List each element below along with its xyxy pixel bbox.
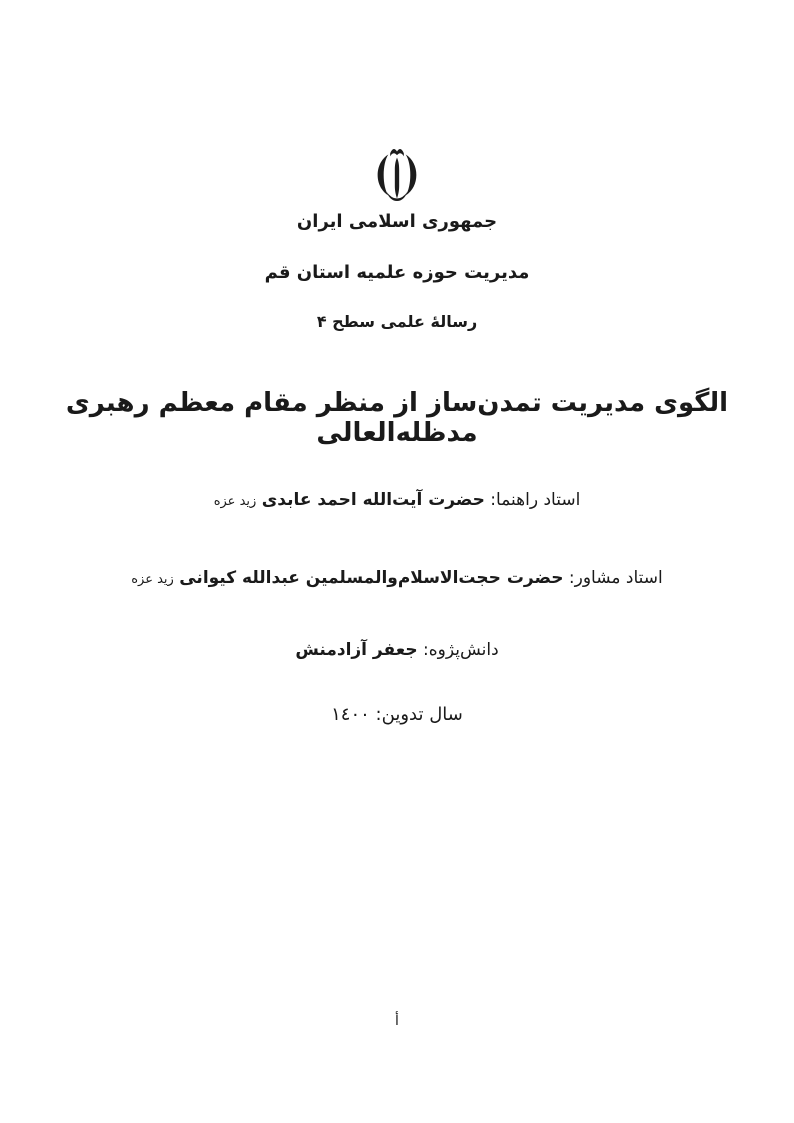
iran-emblem-icon bbox=[366, 140, 428, 210]
year-value: ١٤٠٠ bbox=[331, 704, 370, 725]
country-name: جمهوری اسلامی ایران bbox=[296, 211, 498, 232]
supervisor-label: استاد راهنما: bbox=[490, 490, 581, 510]
page-number: أ bbox=[395, 1013, 399, 1029]
student-label: دانش‌پژوه: bbox=[423, 640, 499, 660]
advisor-line bbox=[0, 568, 794, 588]
supervisor-name: حضرت آیت‌الله احمد عابدی bbox=[261, 490, 485, 510]
year-label: سال تدوین: bbox=[375, 704, 463, 725]
year-line bbox=[0, 704, 794, 725]
advisor-honorific: زید عزه bbox=[131, 572, 174, 587]
supervisor-honorific: زید عزه bbox=[213, 494, 257, 509]
student-line bbox=[0, 640, 794, 660]
document-type-level: رسالۀ علمی سطح ۴ bbox=[316, 312, 478, 331]
advisor-name: حضرت حجت‌الاسلام‌والمسلمین عبدالله کیوانی bbox=[179, 568, 564, 588]
supervisor-line bbox=[0, 490, 794, 510]
advisor-label: استاد مشاور: bbox=[568, 568, 663, 588]
student-name: جعفر آزادمنش bbox=[295, 640, 418, 660]
iran-national-emblem bbox=[0, 140, 794, 210]
thesis-title: الگوی مدیریت تمدن‌ساز از منظر مقام معظم رهبری مدظله‌العالی bbox=[65, 388, 729, 448]
institution-name: مدیریت حوزه علمیه استان قم bbox=[264, 262, 530, 283]
